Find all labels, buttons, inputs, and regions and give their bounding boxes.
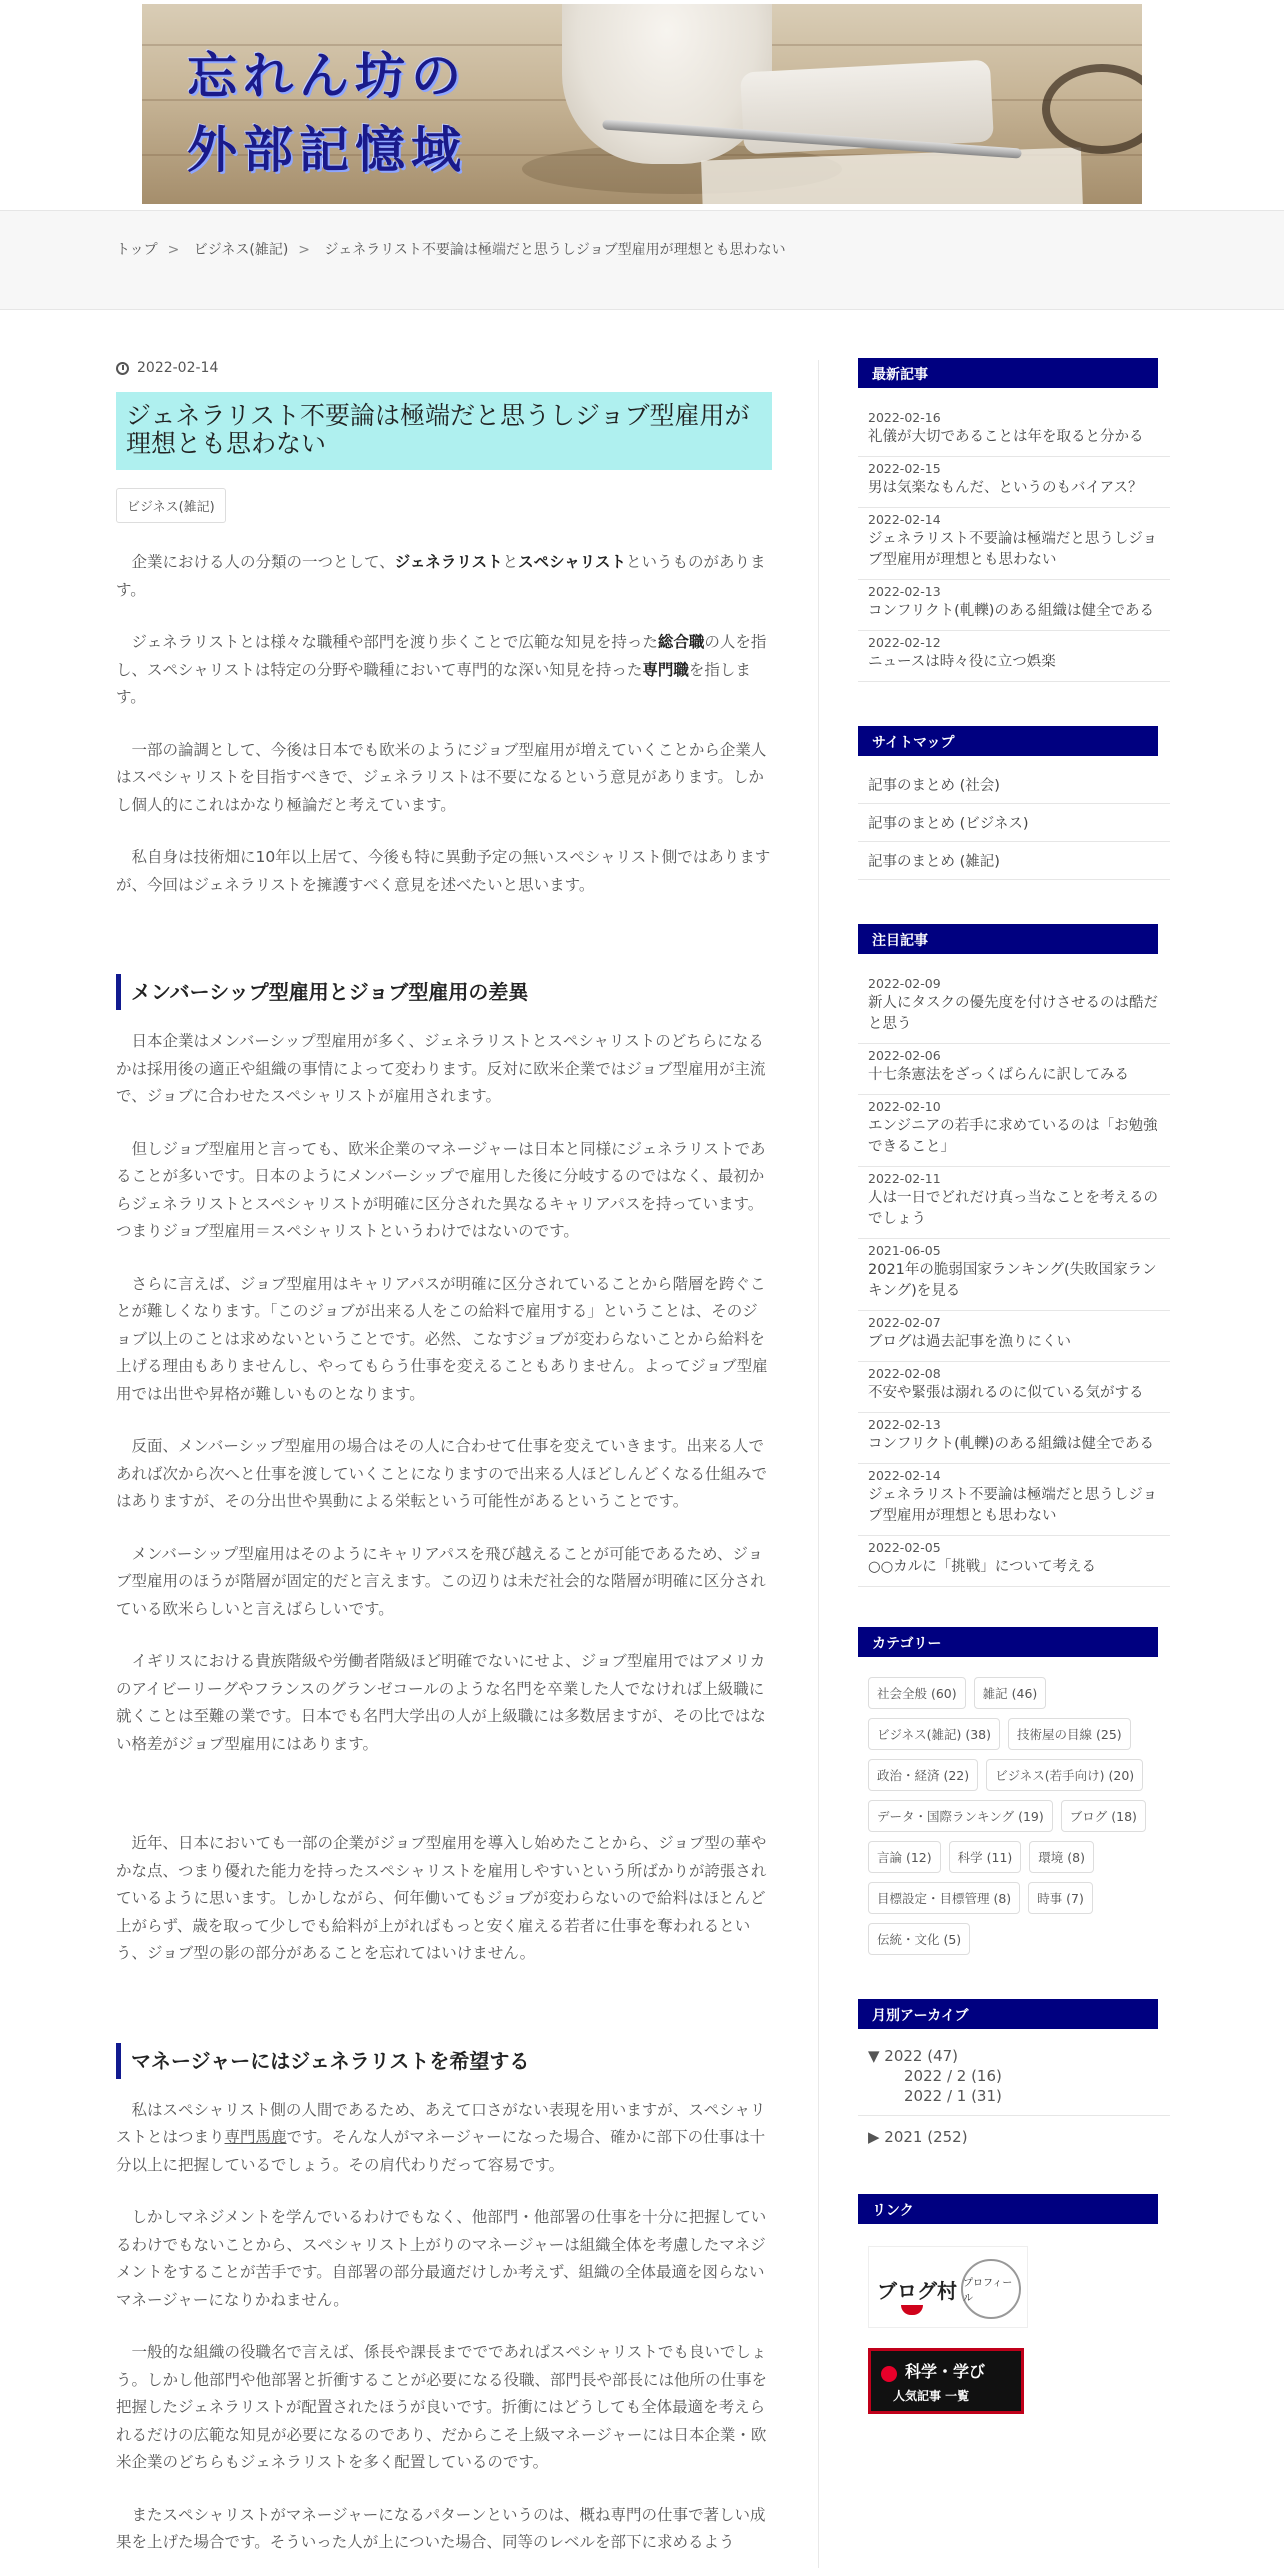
category-tag-cloud <box>858 1677 1170 1955</box>
blogmura-logo-icon <box>901 2305 923 2315</box>
post-item-title[interactable]: ニュースは時々役に立つ娯楽 <box>868 654 1056 670</box>
post-item-title[interactable]: コンフリクト(軋轢)のある組織は健全である <box>868 603 1154 619</box>
post-item-title[interactable]: ジェネラリスト不要論は極端だと思うしジョブ型雇用が理想とも思わない <box>868 1487 1158 1524</box>
post-item-date: 2022-02-10 <box>868 1099 941 1114</box>
post-item-title[interactable]: 2021年の脆弱国家ランキング(失敗国家ランキング)を見る <box>868 1262 1157 1299</box>
section1-paragraph: さらに言えば、ジョブ型雇用はキャリアパスが明確に区分されていることから階層を跨ぐことが難しくなります。「このジョブが出来る人をこの給料で雇用する」ということは、そのジョブ以上のことは求めないということです。必然、こなすジョブが変わらないことから給料を上げる理由もありませんし、やってもらう仕事を変えることもありません。よってジョブ型雇用では出世や昇格が難しいものとなります。 <box>116 1274 768 1403</box>
post-item-date: 2022-02-15 <box>868 461 941 476</box>
category-tag[interactable]: 目標設定・目標管理 (8) <box>868 1882 1020 1914</box>
post-date: 2022-02-14 <box>137 360 219 376</box>
post-item-title[interactable]: コンフリクト(軋轢)のある組織は健全である <box>868 1436 1154 1452</box>
ranking-line-1: 科学・学び <box>905 2362 986 2381</box>
post-item-title[interactable]: ○○カルに「挑戦」について考える <box>868 1559 1097 1575</box>
links-heading: リンク <box>858 2194 1158 2224</box>
breadcrumb-category[interactable]: ビジネス(雑記) <box>193 242 289 258</box>
category-tag[interactable]: 言論 (12) <box>868 1841 941 1873</box>
site-header <box>0 0 1284 210</box>
archive-year-2022[interactable]: ▼ 2022 (47) <box>868 2047 959 2065</box>
ranking-banner[interactable] <box>868 2348 1024 2414</box>
featured-post-item[interactable] <box>858 1464 1170 1536</box>
category-tag[interactable]: 雑記 (46) <box>974 1677 1047 1709</box>
featured-posts-list <box>858 972 1170 1587</box>
category-tag[interactable]: 時事 (7) <box>1028 1882 1093 1914</box>
post-item-date: 2021-06-05 <box>868 1243 941 1258</box>
archive-year-2021[interactable]: ▶ 2021 (252) <box>868 2128 968 2146</box>
category-tag[interactable]: 環境 (8) <box>1029 1841 1094 1873</box>
featured-post-item[interactable] <box>858 1095 1170 1167</box>
section2-paragraph-1: 私はスペシャリスト側の人間であるため、あえて口さがない表現を用いますが、スペシャリストとはつまり専門馬鹿です。そんな人がマネージャーになった場合、確かに部下の仕事は十分以上に把握しているでしょう。その肩代わりだって容易です。 <box>116 2100 766 2174</box>
archive-month-2022-01[interactable]: 2022 / 1 (31) <box>904 2087 1002 2105</box>
post-item-date: 2022-02-06 <box>868 1048 941 1063</box>
featured-post-item[interactable] <box>858 1536 1170 1587</box>
post-item-date: 2022-02-08 <box>868 1366 941 1381</box>
intro-paragraph-3: 一部の論調として、今後は日本でも欧米のようにジョブ型雇用が増えていくことから企業人はスペシャリストを目指すべきで、ジェネラリストは不要になるという意見があります。しかし個人的にこれはかなり極論だと考えています。 <box>116 740 767 814</box>
breadcrumb-current: ジェネラリスト不要論は極端だと思うしジョブ型雇用が理想とも思わない <box>324 242 786 258</box>
post-item-date: 2022-02-07 <box>868 1315 941 1330</box>
post-item-date: 2022-02-14 <box>868 1468 941 1483</box>
section2-paragraph: 一般的な組織の役職名で言えば、係長や課長まででであればスペシャリストでも良いでしょう。しかし他部門や他部署と折衝することが必要になる役職、部門長や部長には他所の仕事を把握したジェネラリストが配置されたほうが良いです。折衝にはどうしても全体最適を考えられるだけの広範な知見が必要になるのであり、だからこそ上級マネージャーには日本企業・欧米企業のどちらもジェネラリストを多く配置しているのです。 <box>116 2343 768 2471</box>
category-tag[interactable]: 科学 (11) <box>949 1841 1022 1873</box>
section1-paragraph: 但しジョブ型雇用と言っても、欧米企業のマネージャーは日本と同様にジェネラリストであることが多いです。日本のようにメンバーシップで雇用した後に分岐するのではなく、最初からジェネラリストとスペシャリストが明確に区分された異なるキャリアパスを持っています。つまりジョブ型雇用＝スペシャリストというわけではないのです。 <box>116 1139 766 1240</box>
section1-paragraph: 近年、日本においても一部の企業がジョブ型雇用を導入し始めたことから、ジョブ型の華やかな点、つまり優れた能力を持ったスペシャリストを雇用しやすいという所ばかりが誇張されているように思います。しかしながら、何年働いてもジョブが変わらないので給料はほとんど上がらず、歳を取って少しでも給料が上がればもっと安く雇える若者に仕事を奪われるという、ジョブ型の影の部分があることを忘れてはいけません。 <box>116 1834 767 1962</box>
category-tag[interactable]: ブログ (18) <box>1061 1800 1146 1832</box>
sitemap-link[interactable]: 記事のまとめ (社会) <box>858 766 1170 804</box>
header-banner[interactable] <box>142 4 1142 204</box>
section-heading-1: メンバーシップ型雇用とジョブ型雇用の差異 <box>116 974 772 1010</box>
section-heading-2: マネージャーにはジェネラリストを希望する <box>116 2043 772 2079</box>
post-item-title[interactable]: ジェネラリスト不要論は極端だと思うしジョブ型雇用が理想とも思わない <box>868 531 1158 568</box>
blogmura-label: ブログ村 <box>877 2279 957 2303</box>
post-item-title[interactable]: 礼儀が大切であることは年を取ると分かる <box>868 429 1144 445</box>
recent-post-item[interactable] <box>858 631 1170 682</box>
blogmura-banner[interactable] <box>868 2246 1028 2328</box>
featured-post-item[interactable] <box>858 972 1170 1044</box>
category-tag[interactable]: 伝統・文化 (5) <box>868 1923 970 1955</box>
post-item-title[interactable]: ブログは過去記事を漁りにくい <box>868 1334 1071 1350</box>
sitemap-link[interactable]: 記事のまとめ (雑記) <box>858 842 1170 880</box>
featured-post-item[interactable] <box>858 1044 1170 1095</box>
featured-post-item[interactable] <box>858 1239 1170 1311</box>
logo-line-1: 忘れん坊の <box>187 46 467 105</box>
post-item-date: 2022-02-09 <box>868 976 941 991</box>
profile-badge: プロフィール <box>961 2259 1021 2319</box>
post-item-date: 2022-02-13 <box>868 1417 941 1432</box>
sitemap-list <box>858 766 1170 880</box>
section2-paragraph: しかしマネジメントを学んでいるわけでもなく、他部門・他部署の仕事を十分に把握しているわけでもないことから、スペシャリスト上がりのマネージャーは組織全体を考慮したマネジメントをすることが苦手です。自部署の部分最適だけしか考えず、組織の全体最適を図らないマネージャーになりかねません。 <box>116 2208 767 2309</box>
post-item-date: 2022-02-12 <box>868 635 941 650</box>
recent-post-item[interactable] <box>858 508 1170 580</box>
column-divider <box>818 360 819 2568</box>
senmon-baka-link[interactable]: 専門馬鹿 <box>224 2128 287 2146</box>
recent-post-item[interactable] <box>858 406 1170 457</box>
section1-paragraph: 反面、メンバーシップ型雇用の場合はその人に合わせて仕事を変えていきます。出来る人であれば次から次へと仕事を渡していくことになりますので出来る人ほどしんどくなる仕組みではありますが、その分出世や異動による栄転という可能性があるということです。 <box>116 1437 768 1510</box>
post-item-date: 2022-02-05 <box>868 1540 941 1555</box>
category-tag[interactable]: データ・国際ランキング (19) <box>868 1800 1053 1832</box>
intro-paragraph-2: ジェネラリストとは様々な職種や部門を渡り歩くことで広範な知見を持った総合職の人を指し、スペシャリストは特定の分野や職種において専門的な深い知見を持った専門職を指します。 <box>116 633 767 706</box>
post-item-title[interactable]: 人は一日でどれだけ真っ当なことを考えるのでしょう <box>868 1190 1158 1227</box>
post-item-title[interactable]: 不安や緊張は溺れるのに似ている気がする <box>868 1385 1144 1401</box>
intro-paragraph-4: 私自身は技術畑に10年以上居て、今後も特に異動予定の無いスペシャリスト側ではありますが、今回はジェネラリストを擁護すべく意見を述べたいと思います。 <box>116 848 771 894</box>
breadcrumb-home[interactable]: トップ <box>116 242 158 258</box>
ranking-line-2: 人気記事 一覧 <box>893 2389 970 2403</box>
featured-post-item[interactable] <box>858 1311 1170 1362</box>
featured-post-item[interactable] <box>858 1167 1170 1239</box>
post-item-title[interactable]: 新人にタスクの優先度を付けさせるのは酷だと思う <box>868 995 1158 1032</box>
archive-heading: 月別アーカイブ <box>858 1999 1158 2029</box>
recent-post-item[interactable] <box>858 457 1170 508</box>
section1-paragraph: イギリスにおける貴族階級や労働者階級ほど明確でないにせよ、ジョブ型雇用ではアメリカのアイビーリーグやフランスのグランゼコールのような名門を卒業した人でなければ上級職に就くことは至難の業です。日本でも名門大学出の人が上級職には多数居ますが、その比ではない格差がジョブ型雇用にはあります。 <box>116 1652 766 1753</box>
post-date-row <box>116 360 772 376</box>
recent-posts-heading: 最新記事 <box>858 358 1158 388</box>
sidebar <box>858 358 1170 2414</box>
post-category-tag[interactable]: ビジネス(雑記) <box>116 488 226 523</box>
recent-posts-list <box>858 406 1170 682</box>
section1-paragraph: 日本企業はメンバーシップ型雇用が多く、ジェネラリストとスペシャリストのどちらになるかは採用後の適正や組織の事情によって変わります。反対に欧米企業ではジョブ型雇用が主流で、ジョブに合わせたスペシャリストが雇用されます。 <box>116 1032 766 1105</box>
archive-2022-block <box>858 2047 1170 2116</box>
category-tag[interactable]: 政治・経済 (22) <box>868 1759 978 1791</box>
sitemap-link[interactable]: 記事のまとめ (ビジネス) <box>858 804 1170 842</box>
section2-paragraph: またスペシャリストがマネージャーになるパターンというのは、概ね専門の仕事で著しい成果を上げた場合です。そういった人が上についた場合、同等のレベルを部下に求めるよう <box>116 2505 766 2551</box>
section1-paragraph: メンバーシップ型雇用はそのようにキャリアパスを飛び越えることが可能であるため、ジョブ型雇用のほうが階層が固定的だと言えます。この辺りは未だ社会的な階層が明確に区分されている欧米らしいと言えばらしいです。 <box>116 1544 766 1618</box>
featured-post-item[interactable] <box>858 1413 1170 1464</box>
featured-post-item[interactable] <box>858 1362 1170 1413</box>
post-item-title[interactable]: 十七条憲法をざっくばらんに訳してみる <box>868 1067 1129 1083</box>
breadcrumb-band <box>0 210 1284 310</box>
post-item-date: 2022-02-13 <box>868 584 941 599</box>
recent-post-item[interactable] <box>858 580 1170 631</box>
post-item-date: 2022-02-14 <box>868 512 941 527</box>
categories-heading: カテゴリー <box>858 1627 1158 1657</box>
category-tag[interactable]: ビジネス(若手向け) (20) <box>986 1759 1143 1791</box>
post-item-title[interactable]: 男は気楽なもんだ、というのもバイアス？ <box>868 480 1143 496</box>
post-item-date: 2022-02-16 <box>868 410 941 425</box>
category-tag[interactable]: ビジネス(雑記) (38) <box>868 1718 1000 1750</box>
intro-paragraph-1: 企業における人の分類の一つとして、ジェネラリストとスペシャリストというものがあります。 <box>116 553 766 599</box>
sitemap-heading: サイトマップ <box>858 726 1158 756</box>
archive-month-2022-02[interactable]: 2022 / 2 (16) <box>904 2067 1002 2085</box>
article <box>116 360 772 2557</box>
post-item-title[interactable]: エンジニアの若手に求めているのは「お勉強できること」 <box>868 1118 1158 1155</box>
post-item-date: 2022-02-11 <box>868 1171 941 1186</box>
logo-line-2: 外部記憶域 <box>187 120 467 179</box>
featured-posts-heading: 注目記事 <box>858 924 1158 954</box>
breadcrumb: トップ > ビジネス(雑記) > ジェネラリスト不要論は極端だと思うしジョブ型雇用が理想とも思わない <box>116 242 786 258</box>
post-title: ジェネラリスト不要論は極端だと思うしジョブ型雇用が理想とも思わない <box>116 392 772 470</box>
category-tag[interactable]: 技術屋の目線 (25) <box>1008 1718 1131 1750</box>
ranking-flame-icon <box>881 2366 897 2382</box>
clock-icon <box>116 362 129 375</box>
category-tag[interactable]: 社会全般 (60) <box>868 1677 966 1709</box>
